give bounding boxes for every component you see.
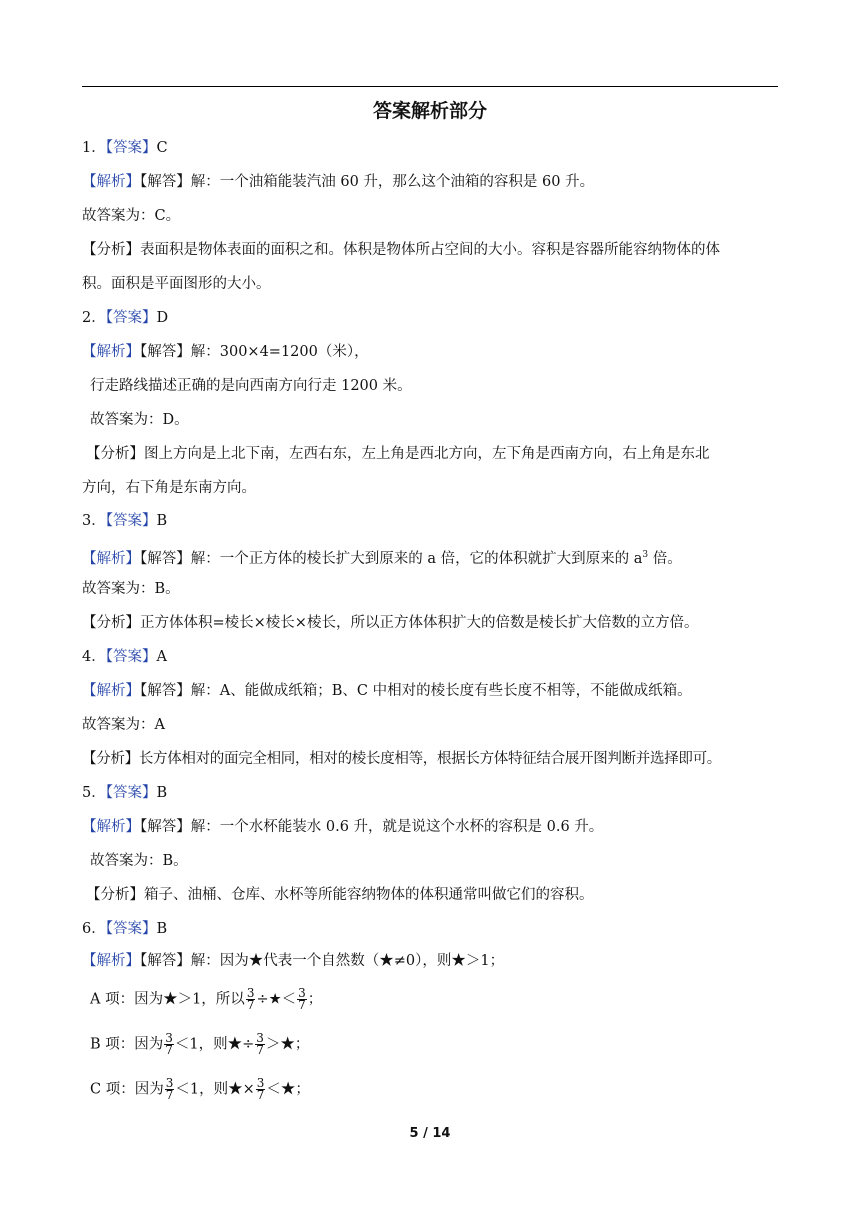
q1-answer: C [156,140,168,156]
fraction-denominator: 7 [246,998,255,1012]
q3-answer-line [82,511,167,531]
jieda-tag: 【解答】 [140,174,191,190]
q1-jieda: 解：一个油箱能装汽油 60 升，那么这个油箱的容积是 60 升。 [190,174,595,190]
q4-fenxi-line [82,749,721,769]
fenxi-tag: 【分析】 [82,242,140,258]
fraction-denominator: 7 [165,1088,174,1102]
page-number: 5 / 14 [409,1126,451,1141]
q6-a-pre: A 项：因为★＞1，所以 [90,991,245,1008]
q6-jieda-line [82,951,504,971]
q1-fenxi1: 表面积是物体表面的面积之和。体积是物体所占空间的大小。容积是容器所能容纳物体的体 [140,242,720,258]
q5-answer: B [156,785,168,801]
jieda-tag: 【解答】 [140,344,191,360]
q5-answer-line [82,783,167,803]
header-rule [82,86,778,87]
q2-answer-line [82,308,168,328]
q1-fenxi-line2: 积。面积是平面图形的大小。 [82,276,271,292]
fenxi-tag: 【分析】 [82,615,140,631]
jiexi-tag: 【解析】 [82,683,140,699]
fenxi-tag: 【分析】 [86,446,144,462]
q4-conclusion: 故答案为：A [82,717,165,733]
fraction-denominator: 7 [165,1043,173,1057]
q6-b-post: ＞★； [265,1036,310,1053]
q6-a-mid: ÷★＜ [256,991,297,1008]
q5-conclusion: 故答案为：B。 [90,853,188,869]
fraction-numerator: 3 [256,1031,264,1045]
q5-jieda: 解：一个水杯能装水 0.6 升，就是说这个水杯的容积是 0.6 升。 [190,819,604,835]
q3-jieda-end: 倍。 [648,550,682,567]
q3-number: 3． [82,513,106,529]
q6-b-mid: ＜1，则★÷ [174,1036,255,1053]
answer-tag: 【答案】 [105,140,157,156]
q6-jieda: 解：因为★代表一个自然数（★≠0），则★＞1； [190,953,505,969]
q2-jieda-line [82,342,369,362]
q3-exponent: 3 [642,550,649,560]
jieda-tag: 【解答】 [140,819,191,835]
q6-answer: B [156,921,168,937]
q2-fenxi1: 图上方向是上北下南，左西右东，左上角是西北方向，左下角是西南方向，右上角是东北 [144,446,710,462]
q2-number: 2． [82,310,106,326]
answer-tag: 【答案】 [105,310,157,326]
jiexi-tag: 【解析】 [82,174,140,190]
q6-c-mid: ＜1，则★× [175,1081,255,1098]
jiexi-tag: 【解析】 [82,819,140,835]
fraction [165,1078,175,1101]
answer-tag: 【答案】 [105,513,157,529]
q2-jieda: 解：300×4=1200（米）， [190,344,369,360]
q6-a-post: ； [307,991,323,1008]
answer-tag: 【答案】 [105,921,157,937]
q2-fenxi-line1 [86,444,710,464]
q6-c-pre: C 项：因为 [90,1081,164,1098]
q2-conclusion: 故答案为：D。 [90,412,189,428]
fraction-numerator: 3 [165,1076,174,1090]
q4-number: 4． [82,649,106,665]
q3-jieda-line [82,545,682,569]
q6-c-post: ＜★； [266,1081,310,1098]
fenxi-tag: 【分析】 [82,751,139,767]
q4-fenxi: 长方体相对的面完全相同，相对的棱长度相等，根据长方体特征结合展开图判断并选择即可。 [138,751,722,767]
fraction [246,988,256,1011]
q2-fenxi-line2: 方向，右下角是东南方向。 [82,480,256,496]
q3-answer: B [156,513,168,529]
fraction [256,1078,266,1101]
fraction [255,1033,265,1056]
q5-fenxi: 箱子、油桶、仓库、水杯等所能容纳物体的体积通常叫做它们的容积。 [144,887,594,903]
q4-answer: A [156,649,167,665]
q5-number: 5． [82,785,106,801]
q4-answer-line [82,647,167,667]
q1-jieda-line [82,172,594,192]
fraction [297,988,307,1011]
q3-fenxi: 正方体体积=棱长×棱长×棱长，所以正方体体积扩大的倍数是棱长扩大倍数的立方倍。 [140,615,699,631]
q2-answer: D [156,310,169,326]
jieda-tag: 【解答】 [140,683,191,699]
q3-conclusion: 故答案为：B。 [82,581,180,597]
q4-jieda: 解：A、能做成纸箱；B、C 中相对的棱长度有些长度不相等，不能做成纸箱。 [190,683,692,699]
q6-option-b [90,1033,309,1056]
fraction-numerator: 3 [256,1076,265,1090]
jiexi-tag: 【解析】 [82,953,140,969]
fraction [164,1033,174,1056]
fraction-numerator: 3 [246,986,255,1000]
fraction-denominator: 7 [298,998,306,1012]
q6-option-c [90,1078,310,1101]
jiexi-tag: 【解析】 [82,550,140,567]
fraction-numerator: 3 [165,1031,173,1045]
q6-number: 6． [82,921,106,937]
page-title: 答案解析部分 [372,100,487,122]
q5-fenxi-line [86,885,594,905]
q1-answer-line [82,138,168,158]
fenxi-tag: 【分析】 [86,887,144,903]
q3-fenxi-line [82,613,698,633]
jiexi-tag: 【解析】 [82,344,140,360]
jieda-tag: 【解答】 [140,953,191,969]
q5-jieda-line [82,817,603,837]
q6-answer-line [82,919,167,939]
answer-tag: 【答案】 [105,785,157,801]
q3-jieda: 解：一个正方体的棱长扩大到原来的 a 倍，它的体积就扩大到原来的 a [190,550,643,567]
answer-tag: 【答案】 [105,649,157,665]
q2-line2: 行走路线描述正确的是向西南方向行走 1200 米。 [90,378,412,394]
fraction-denominator: 7 [256,1088,265,1102]
q4-jieda-line [82,681,692,701]
q1-conclusion: 故答案为：C。 [82,208,181,224]
q6-b-pre: B 项：因为 [90,1036,164,1053]
q1-number: 1． [82,140,106,156]
fraction-denominator: 7 [256,1043,264,1057]
fraction-numerator: 3 [298,986,306,1000]
jieda-tag: 【解答】 [140,550,191,567]
q6-option-a [90,988,322,1011]
q1-fenxi-line1 [82,240,720,260]
